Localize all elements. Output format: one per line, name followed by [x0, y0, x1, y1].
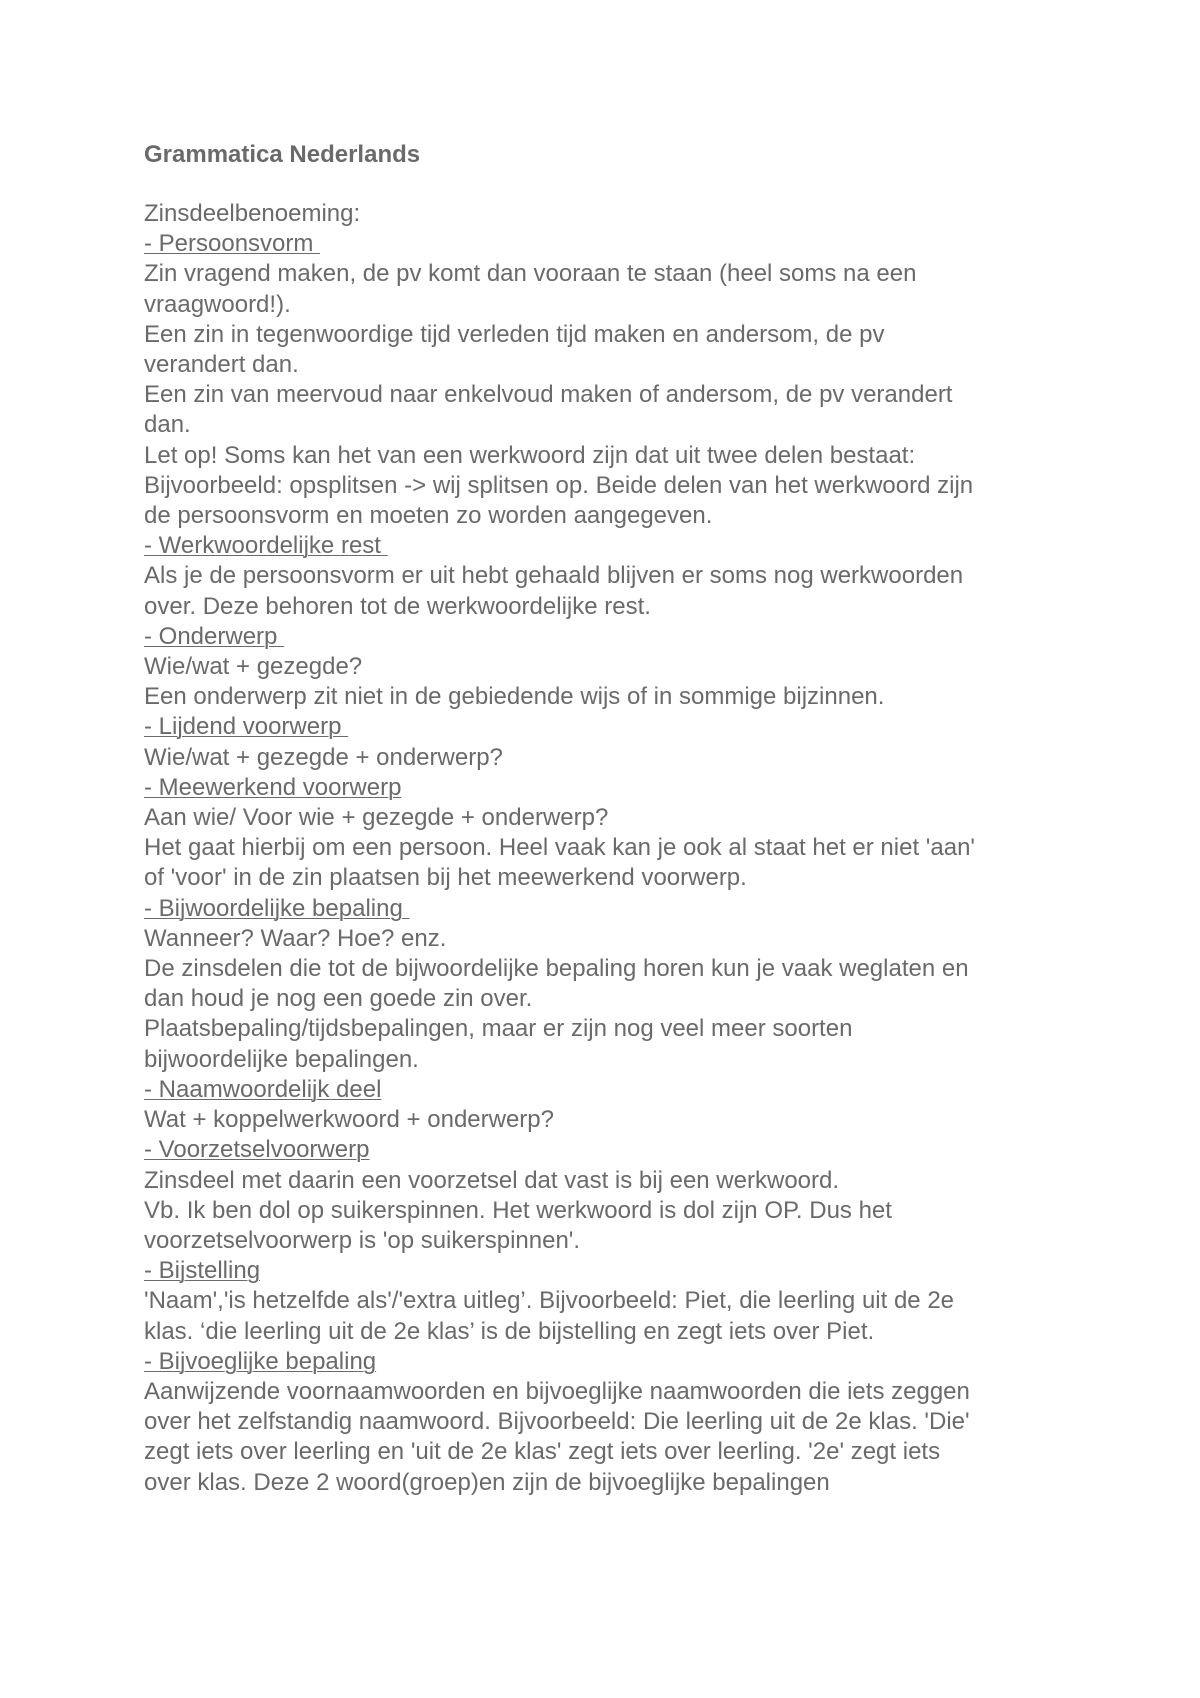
section-line: of 'voor' in de zin plaatsen bij het meewerkend voorwerp.: [144, 864, 747, 892]
section-heading: - Onderwerp: [144, 622, 285, 650]
section-heading: - Bijstelling: [144, 1257, 261, 1285]
document-content: [144, 199, 1084, 1498]
section-line: Wat + koppelwerkwoord + onderwerp?: [144, 1106, 554, 1134]
section-line: Vb. Ik ben dol op suikerspinnen. Het werkwoord is dol zijn OP. Dus het: [144, 1196, 892, 1224]
section: [144, 712, 1084, 772]
section-line: de persoonsvorm en moeten zo worden aangegeven.: [144, 502, 713, 530]
section-heading: - Lijdend voorwerp: [144, 713, 349, 741]
section: [144, 622, 1084, 713]
section-line: Let op! Soms kan het van een werkwoord zijn dat uit twee delen bestaat:: [144, 441, 916, 469]
section-line: klas. ‘die leerling uit de 2e klas’ is de bijstelling en zegt iets over Piet.: [144, 1317, 875, 1345]
intro-line: Zinsdeelbenoeming:: [144, 200, 361, 227]
section-line: Aan wie/ Voor wie + gezegde + onderwerp?: [144, 804, 609, 832]
section: [144, 773, 1084, 894]
section: [144, 1347, 1084, 1498]
section-line: De zinsdelen die tot de bijwoordelijke bepaling horen kun je vaak weglaten en: [144, 955, 969, 983]
document-page: [144, 140, 1084, 1498]
section: [144, 1256, 1084, 1347]
section-line: over. Deze behoren tot de werkwoordelijke rest.: [144, 592, 651, 620]
section-line: Een zin in tegenwoordige tijd verleden tijd maken en andersom, de pv: [144, 320, 885, 348]
section-line: Zinsdeel met daarin een voorzetsel dat vast is bij een werkwoord.: [144, 1166, 840, 1194]
section-line: dan.: [144, 411, 191, 439]
section-line: 'Naam','is hetzelfde als'/'extra uitleg’. Bijvoorbeeld: Piet, die leerling uit de 2e: [144, 1287, 955, 1315]
section-line: Wie/wat + gezegde + onderwerp?: [144, 743, 503, 771]
section-line: over het zelfstandig naamwoord. Bijvoorbeeld: Die leerling uit de 2e klas. 'Die': [144, 1408, 970, 1436]
section-heading: - Bijwoordelijke bepaling: [144, 894, 410, 922]
document-title: Grammatica Nederlands: [144, 141, 421, 168]
section-line: over klas. Deze 2 woord(groep)en zijn de bijvoeglijke bepalingen: [144, 1468, 830, 1496]
section: [144, 1075, 1084, 1135]
section: [144, 229, 1084, 531]
section-heading: - Werkwoordelijke rest: [144, 532, 388, 560]
section-line: Als je de persoonsvorm er uit hebt gehaald blijven er soms nog werkwoorden: [144, 562, 964, 590]
section-line: voorzetselvoorwerp is 'op suikerspinnen'.: [144, 1226, 581, 1254]
section-line: Wie/wat + gezegde?: [144, 653, 363, 681]
section-line: Aanwijzende voornaamwoorden en bijvoeglijke naamwoorden die iets zeggen: [144, 1377, 970, 1405]
section-heading: - Voorzetselvoorwerp: [144, 1136, 370, 1164]
section-line: Bijvoorbeeld: opsplitsen -> wij splitsen op. Beide delen van het werkwoord zijn: [144, 471, 974, 499]
section-heading: - Persoonsvorm: [144, 230, 321, 258]
section-line: bijwoordelijke bepalingen.: [144, 1045, 419, 1073]
section: [144, 1135, 1084, 1256]
section: [144, 894, 1084, 1075]
section-line: Zin vragend maken, de pv komt dan vooraan te staan (heel soms na een: [144, 260, 917, 288]
sections-list: [144, 229, 1084, 1498]
section-line: vraagwoord!).: [144, 290, 291, 318]
section: [144, 531, 1084, 622]
section-heading: - Bijvoeglijke bepaling: [144, 1347, 377, 1375]
section-line: Wanneer? Waar? Hoe? enz.: [144, 924, 447, 952]
section-heading: - Naamwoordelijk deel: [144, 1075, 382, 1103]
section-line: dan houd je nog een goede zin over.: [144, 985, 533, 1013]
section-line: zegt iets over leerling en 'uit de 2e klas' zegt iets over leerling. '2e' zegt iets: [144, 1438, 941, 1466]
section-line: Plaatsbepaling/tijdsbepalingen, maar er zijn nog veel meer soorten: [144, 1015, 853, 1043]
section-line: Het gaat hierbij om een persoon. Heel vaak kan je ook al staat het er niet 'aan': [144, 834, 975, 862]
section-heading: - Meewerkend voorwerp: [144, 773, 402, 801]
section-line: Een zin van meervoud naar enkelvoud maken of andersom, de pv verandert: [144, 381, 953, 409]
section-line: verandert dan.: [144, 351, 299, 379]
section-line: Een onderwerp zit niet in de gebiedende wijs of in sommige bijzinnen.: [144, 683, 885, 711]
